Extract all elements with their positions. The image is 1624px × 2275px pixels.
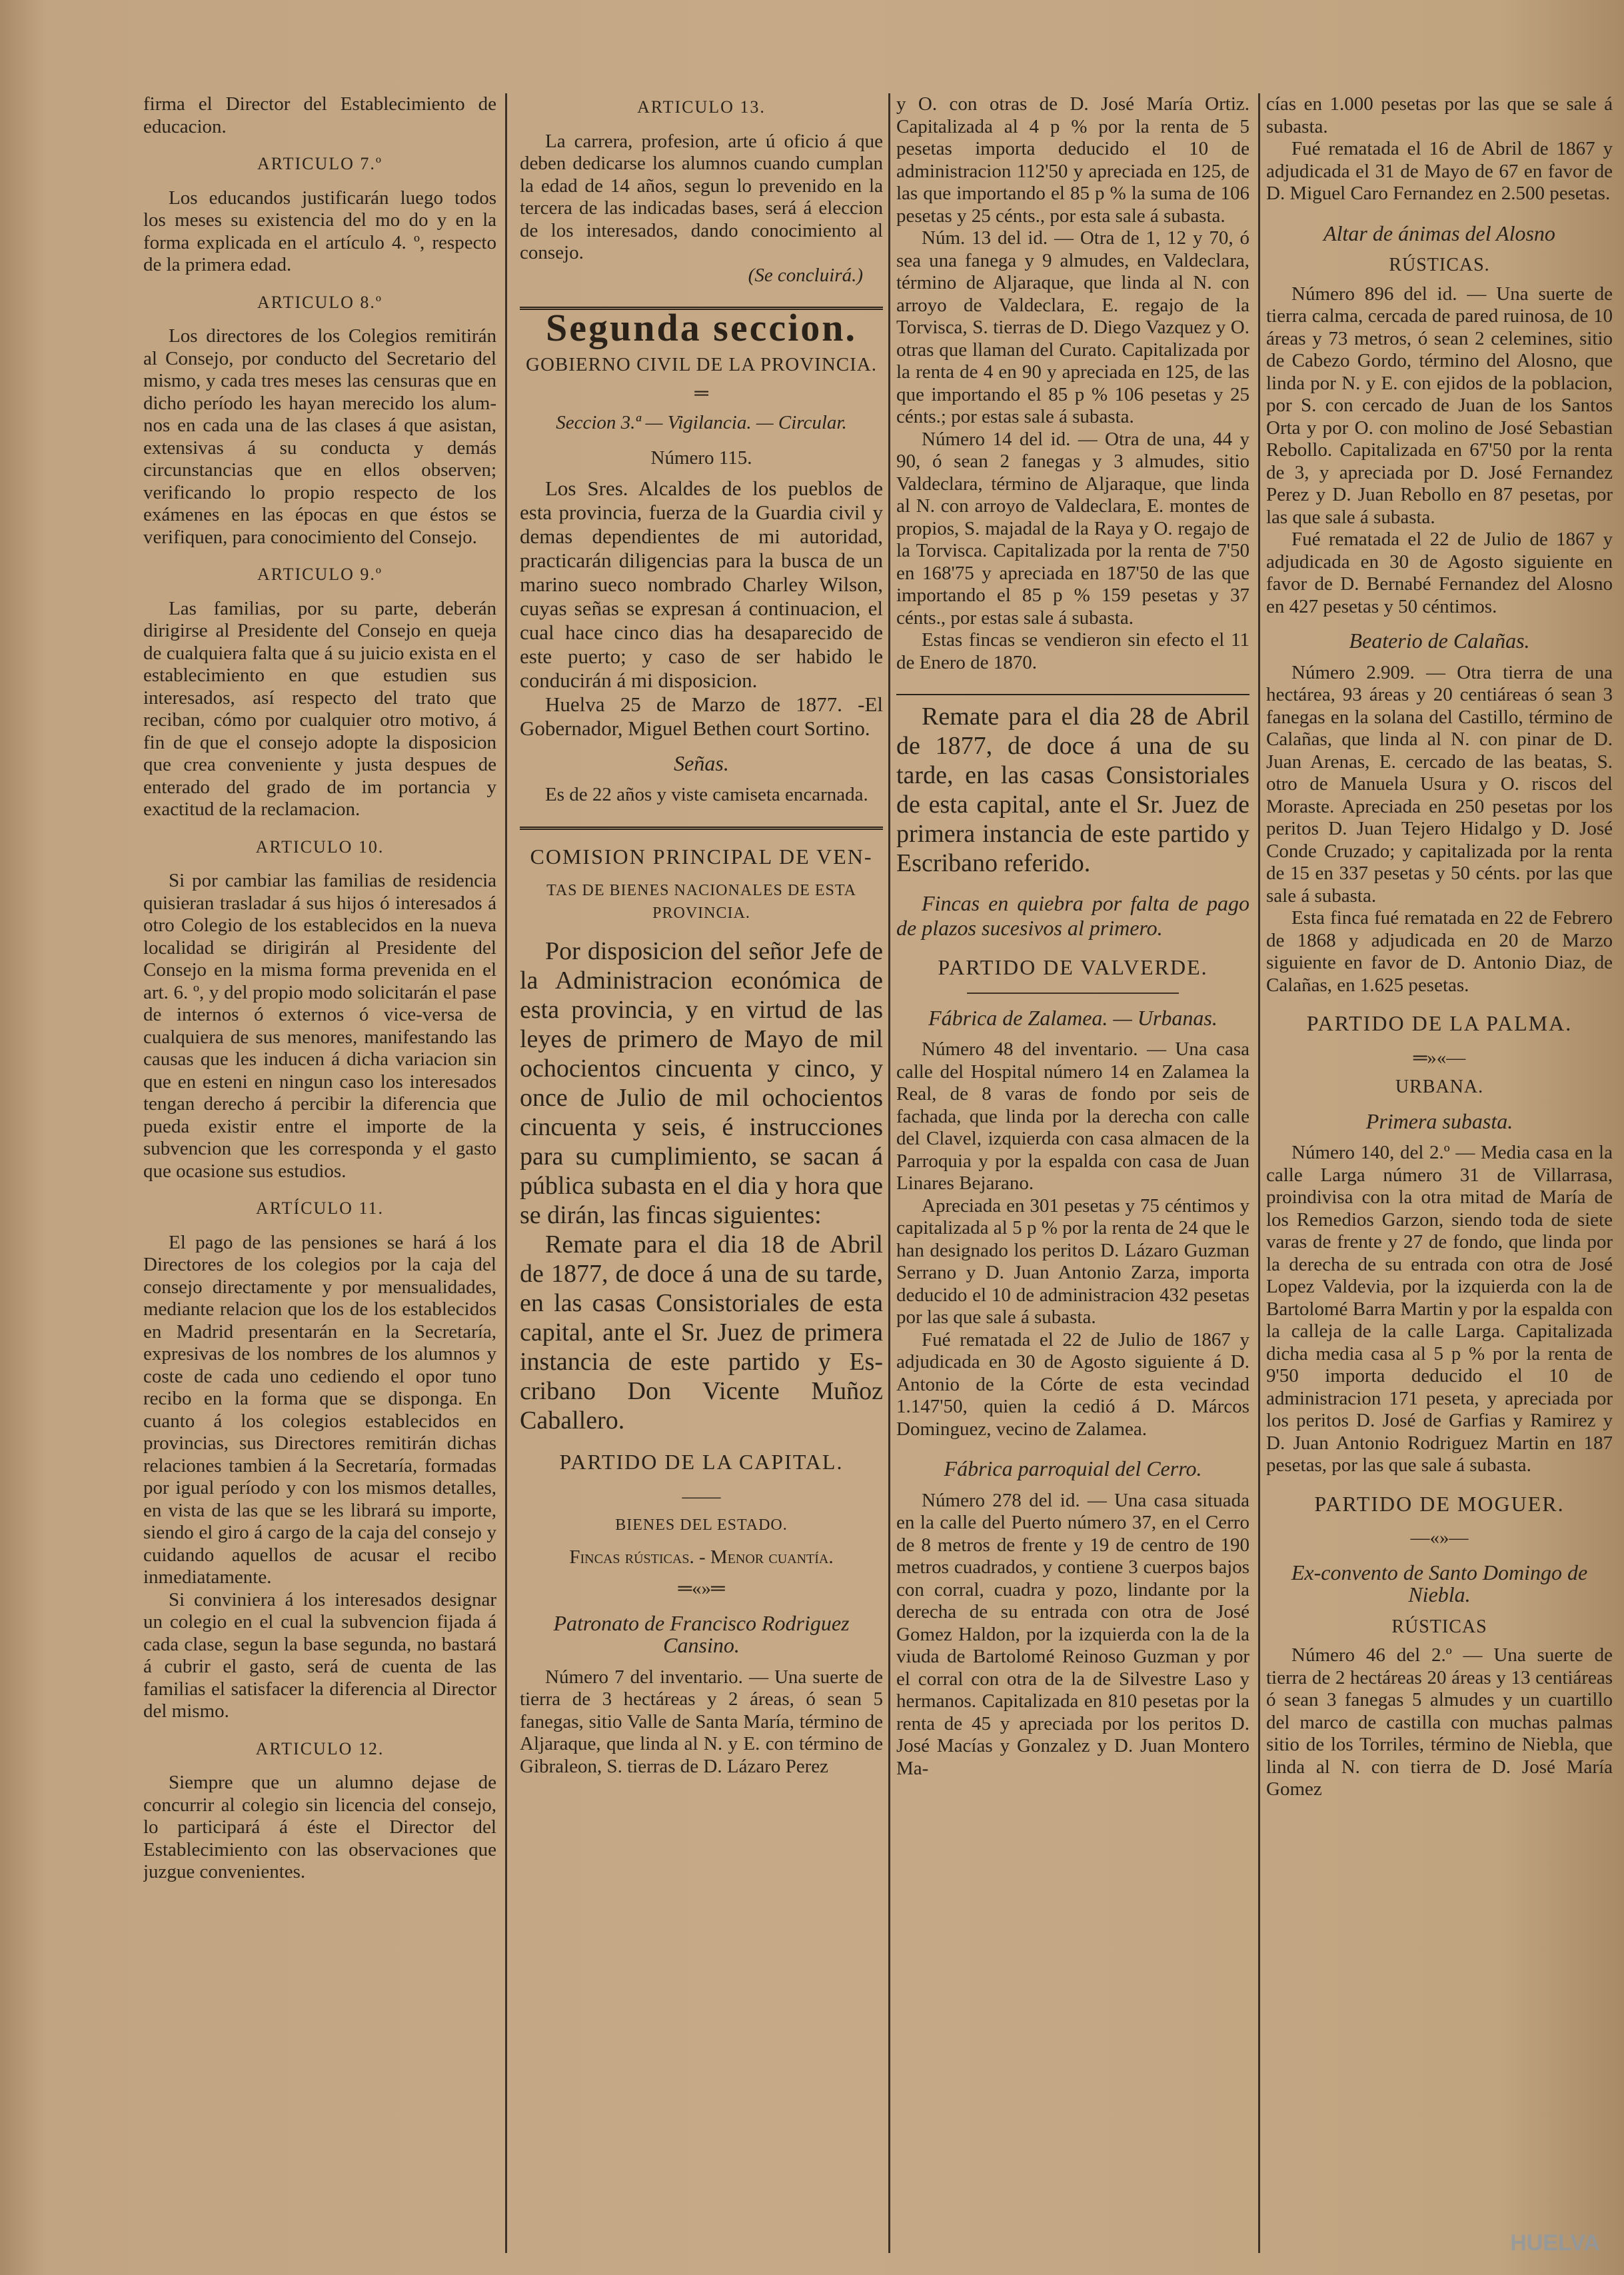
district-heading: PARTIDO DE LA CAPITAL.: [559, 1450, 844, 1474]
notice-subtitle: TAS DE BIENES NACIONALES DE ESTA PROVINCIA.: [546, 882, 856, 922]
column-rule: [505, 93, 507, 2253]
paragraph: La carrera, profesion, arte ú oficio á que deben dedicarse los alumnos cuando cumplan la edad de 14 años, segun lo prevenido en la tercera de las indicadas bases, será á eleccion de los interesados, dando conocimiento al consejo.: [520, 130, 883, 263]
paragraph: Fué rematada el 16 de Abril de 1867 y adjudicada el 31 de Mayo de 67 en favor de D. Miguel Caro Fernandez en 2.500 pesetas.: [1266, 138, 1613, 204]
paragraph: Número 7 del inventario. — Una suerte de tierra de 3 hectáreas y 2 áreas, ó sean 5 fanegas, sitio Valle de Santa María, término de Aljaraque, que linda al N. y E. con término de Gibraleon, S. tierras de D. Lázaro Perez: [520, 1666, 883, 1777]
subheading: RÚSTICAS: [1391, 1616, 1487, 1637]
paragraph: Siempre que un alumno dejase de concurrir al colegio sin licencia del consejo, lo participará á éste el Director del Establecimiento con las observaciones que juzgue convenientes.: [143, 1772, 496, 1882]
notice-title: COMISION PRINCIPAL DE VEN-: [530, 844, 873, 869]
article-heading: ARTÍCULO 11.: [256, 1198, 384, 1218]
subheading: Fábrica de Zalamea. — Urbanas.: [928, 1005, 1218, 1030]
column-2: [520, 93, 883, 1778]
paragraph: Los educandos justificarán luego todos los meses su existencia del mo do y en la forma explicada en el artículo 4. º, respecto de la primera edad.: [143, 187, 496, 275]
paragraph: Si por cambiar las familias de residencia quisieran trasladar á sus hijos ó interesados á otro Colegio de los establecidos en la nueva localidad se dirigirán al Presidente del Consejo en la misma forma prevenida en el art. 6. º, y del propio modo solicitarán el pase de internos ó externos ó vice-versa de cualquiera de sus menores, manifestando las causas que les inducen á dicha variacion sin que en esteni en ningun caso los interesados tengan derecho á percibir la diferencia que pueda existir entre el importe de la subvencion que les corresponda y el gasto que ocasione sus estudios.: [143, 870, 496, 1182]
subheading: URBANA.: [1395, 1077, 1484, 1097]
section-label: Seccion 3.ª — Vigilancia. — Circular.: [556, 411, 847, 433]
district-heading: PARTIDO DE LA PALMA.: [1306, 1011, 1573, 1035]
subheading: Primera subasta.: [1365, 1109, 1513, 1133]
article-heading: ARTICULO 12.: [255, 1738, 385, 1758]
ornament: ═: [694, 383, 708, 404]
ornament: ═«»═: [678, 1578, 725, 1599]
paragraph: Los directores de los Colegios remitirán al Consejo, por conducto del Secretario del mismo, y cada tres meses las censuras que en dicho período les hayan merecido los alumnos en cada una de las clases á que asistan, extensivas á su conducta y demás circunstancias que en ellos observen; verificando lo propio respecto de los exámenes en las épocas en que éstos se verifiquen, para conocimiento del Consejo.: [143, 325, 496, 548]
column-1: [143, 93, 496, 1884]
notice-number: Número 115.: [650, 447, 752, 469]
section-subtitle: GOBIERNO CIVIL DE LA PROVINCIA.: [526, 353, 877, 375]
subheading: Ex-convento de Santo Domingo de Niebla.: [1291, 1560, 1588, 1606]
paragraph: Es de 22 años y viste camiseta encarnada.: [545, 784, 868, 805]
subheading: Fábrica parroquial del Cerro.: [944, 1456, 1202, 1480]
article-heading: ARTICULO 10.: [255, 837, 385, 857]
paragraph: Fué rematada el 22 de Julio de 1867 y adjudicada en 30 de Agosto siguiente á D. Antonio de la Córte de esta vecindad 1.147'50, quien la cedió á D. Márcos Dominguez, vecino de Zalamea.: [896, 1328, 1249, 1440]
subheading: Altar de ánimas del Alosno: [1323, 221, 1555, 245]
article-heading: ARTICULO 9.º: [257, 565, 383, 584]
paragraph: Número 46 del 2.º — Una suerte de tierra de 2 hectáreas 20 áreas y 13 centiáreas ó sean 3 fanegas 5 almudes y un cuartillo del marco de castilla con muchas palmas sitio de los Torriles, término de Niebla, que linda al N. con tierra de D. José María Gomez: [1266, 1644, 1613, 1800]
ornament: ═»«—: [1413, 1047, 1466, 1069]
section-rule: [520, 827, 883, 830]
column-rule: [1258, 93, 1260, 2253]
continuation-note: (Se concluirá.): [748, 264, 863, 286]
paragraph: Remate para el dia 18 de Abril de 1877, de doce á una de su tarde, en las casas Consistoriales de esta capital, ante el Sr. Juez de primera instancia de este partido y Escribano Don Vicente Muñoz Caballero.: [520, 1230, 883, 1434]
subheading: Fincas rústicas. - Menor cuantía.: [569, 1546, 834, 1568]
paragraph: Fincas en quiebra por falta de pago de plazos sucesivos al primero.: [896, 891, 1249, 940]
paragraph: El pago de las pensiones se hará á los Directores de los colegios por la caja del consejo directamente y por mensualidades, mediante relacion que los de los establecidos en Madrid presentarán en la Secretaría, expresivas de los nombres de los alumnos y coste de cada uno cediendo el opor tuno recibo en la forma que se disponga. En cuanto á los colegios establecidos en provincias, sus Directores remitirán dichas relaciones tambien á la Secretaría, formadas por igual período y con los mismos detalles, en vista de las que se les librará su importe, siendo el giro á cargo de la caja del consejo y cuidando aquellos de acusar el recibo inmediatamente.: [143, 1231, 496, 1588]
divider: [967, 993, 1179, 994]
subheading: Patronato de Francisco Rodriguez Cansino.: [553, 1610, 850, 1657]
paragraph: Número 896 del id. — Una suerte de tierra calma, cercada de pared ruinosa, de 10 áreas y 73 metros, ó sean 2 celemines, sitio de Cabezo Gordo, término del Alosno, que linda por N. y E. con ejidos de la poblacion, por S. con cercado de Juan de los Santos Orta y por O. con molino de José Sebastian Rebollo. Capitalizada en 67'50 por la renta de 3, y apreciada por D. José Fernandez Perez y D. Juan Rebollo en 87 pesetas, por las que sale á subasta.: [1266, 283, 1613, 528]
paragraph: y O. con otras de D. José María Ortiz. Capitalizada al 4 p % por la renta de 5 pesetas importa deducido el 10 de administracion 112'50 y apreciada en 125, de las que importando el 85 p % la suma de 106 pesetas y 25 cénts., por esta sale á subasta.: [896, 93, 1249, 227]
subheading: Beaterio de Calañas.: [1349, 629, 1530, 653]
paragraph: Apreciada en 301 pesetas y 75 céntimos y capitalizada al 5 p % por la renta de 24 que le han designado los peritos D. Lázaro Guzman Serrano y D. Juan Antonio Zarza, importa deducido el 10 de administracion 432 pesetas por las que sale á subasta.: [896, 1194, 1249, 1328]
paragraph: Núm. 13 del id. — Otra de 1, 12 y 70, ó sea una fanega y 9 almudes, en Valdeclara, término de Aljaraque, que linda al N. con arroyo de Valdeclara, E. regajo de la Torvisca, S. tierras de D. Diego Vazquez y O. otras que llaman del Curato. Capitalizada por la renta de 4 en 90 y apreciada en 125, de las que importando el 85 p % 106 pesetas y 25 cénts.; por estas sale á subasta.: [896, 227, 1249, 427]
paragraph: Los Sres. Alcaldes de los pueblos de esta provincia, fuerza de la Guardia civil y demas dependientes de mi autoridad, practicarán diligencias para la busca de un marino sueco nombrado Charley Wilson, cuyas señas se expresan á continuacion, el cual hace cinco dias ha desaparecido de este puerto; y caso de ser habido le conducirán á mi disposicion.: [520, 476, 883, 692]
paragraph: Por disposicion del señor Jefe de la Administracion económica de esta provincia, y en virtud de las leyes de primero de Mayo de mil ochocientos cincuenta y cinco, y once de Julio de mil ochocientos cincuenta y seis, é instrucciones para su cumplimiento, se sacan á pública subasta en el dia y hora que se dirán, las fincas siguientes:: [520, 937, 883, 1229]
paragraph: Las familias, por su parte, deberán dirigirse al Presidente del Consejo en queja de cualquiera falta que á su juicio exista en el establecimiento en que estudien sus interesados, así respecto del trato que reciban, cómo por cualquier otro motivo, á fin de que el consejo adopte la disposicion que crea conveniente y justa despues de enterado del grado de im portancia y exactitud de la reclamacion.: [143, 597, 496, 820]
signature: Huelva 25 de Marzo de 1877. -El Gobernador, Miguel Bethen court Sortino.: [520, 692, 883, 740]
paragraph: Estas fincas se vendieron sin efecto el 11 de Enero de 1870.: [896, 629, 1249, 673]
district-heading: PARTIDO DE VALVERDE.: [938, 955, 1208, 979]
ornament: —«»—: [1410, 1527, 1469, 1548]
paragraph: Si conviniera á los interesados designar un colegio en el cual la subvencion fijada á cada clase, segun la base segunda, no bastará á cubrir el gasto, será de cuenta de las familias el satisfacer la diferencia al Director del mismo.: [143, 1588, 496, 1722]
section-rule: [896, 694, 1249, 695]
article-heading: ARTICULO 7.º: [257, 154, 383, 173]
paragraph: Fué rematada el 22 de Julio de 1867 y adjudicada en 30 de Agosto siguiente en favor de D. Bernabé Fernandez del Alosno en 427 pesetas y 50 céntimos.: [1266, 529, 1613, 617]
article-heading: ARTICULO 13.: [637, 97, 766, 117]
paragraph: Remate para el dia 28 de Abril de 1877, de doce á una de su tarde, en las casas Consistoriales de esta capital, ante el Sr. Juez de primera instancia de este partido y Escribano referido.: [896, 703, 1249, 877]
paragraph: Número 140, del 2.º — Media casa en la calle Larga número 31 de Villarrasa, proindivisa con la otra mitad de María de los Remedios Garzon, siendo toda de siete varas de frente y 27 de fondo, que linda por la derecha de su entrada con otra de José Lopez Valdevia, por la izquierda con la de Bartolomé Barra Martin y por la espalda con la calleja de la calle Larga. Capitalizada dicha media casa al 5 p % por la renta de 9'50 importa deducido el 10 de administracion 171 peseta, y apreciada por los peritos D. José de Garfias y Ramirez y D. Juan Antonio Rodriguez Martin en 187 pesetas, por las que sale á subasta.: [1266, 1142, 1613, 1476]
paragraph: Número 14 del id. — Otra de una, 44 y 90, ó sean 2 fanegas y 3 almudes, sitio Valdeclara, término de Aljaraque, que linda al N. con arroyo de Valdeclara, E. montes de propios, S. majadal de la Raya y O. regajo de la Torvisca. Capitalizada por la renta de 7'50 en 168'75 y apreciada en 187'50 de las que importando el 85 p % 159 pesetas y 37 cénts., por estas sale á subasta.: [896, 428, 1249, 629]
paragraph: Número 2.909. — Otra tierra de una hectárea, 93 áreas y 20 centiáreas ó sean 3 fanegas en la solana del Castillo, término de Calañas, que linda al N. con pinar de D. Juan Arenas, E. cercado de las beatas, S. otro de Manuela Usura y O. riscos del Moraste. Apreciada en 250 pesetas por los peritos D. Juan Tejero Hidalgo y D. José Conde Cruzado; y capitalizada por la renta de 15 en 337 pesetas y 50 cénts. por las que sale á subasta.: [1266, 661, 1613, 907]
subheading: BIENES DEL ESTADO.: [615, 1516, 788, 1534]
column-3: [896, 93, 1249, 1780]
district-heading: PARTIDO DE MOGUER.: [1314, 1491, 1565, 1516]
paragraph: firma el Director del Establecimiento de educacion.: [143, 93, 496, 137]
ornament: ——: [682, 1485, 721, 1507]
section-title: Segunda seccion.: [546, 306, 857, 349]
column-4: [1266, 93, 1613, 1801]
subheading: RÚSTICAS.: [1389, 255, 1490, 275]
archive-watermark: HUELVA: [1510, 2230, 1600, 2256]
column-rule: [888, 93, 890, 2253]
paragraph: Esta finca fué rematada en 22 de Febrero de 1868 y adjudicada en 20 de Marzo siguiente en favor de D. Antonio Diaz, de Calañas, en 1.625 pesetas.: [1266, 907, 1613, 996]
paragraph: Número 278 del id. — Una casa situada en la calle del Puerto número 37, en el Cerro de 8 metros de frente y 19 de centro de 190 metros cuadrados, y contiene 3 cuerpos bajos con corral, cuadra y pozo, lindante por la derecha de su entrada con otra de José Gomez Haldon, por la izquierda con la de la viuda de Bartolomé Reinoso Guzman y por el corral con otra de la de Silvestre Laso y hermanos. Capitalizada en 810 pesetas por la renta de 45 y apreciada por los peritos D. José Macías y Gonzalez y D. Juan Montero Ma-: [896, 1489, 1249, 1779]
paragraph: Número 48 del inventario. — Una casa calle del Hospital número 14 en Zalamea la Real, de 8 varas de fondo por seis de fachada, que linda por la derecha con calle del Clavel, izquierda con casa almacen de la Parroquia y por la espalda con casa de Juan Linares Bejarano.: [896, 1039, 1249, 1194]
paragraph: cías en 1.000 pesetas por las que se sale á subasta.: [1266, 93, 1613, 137]
subheading: Señas.: [674, 751, 729, 775]
article-heading: ARTICULO 8.º: [257, 292, 383, 312]
